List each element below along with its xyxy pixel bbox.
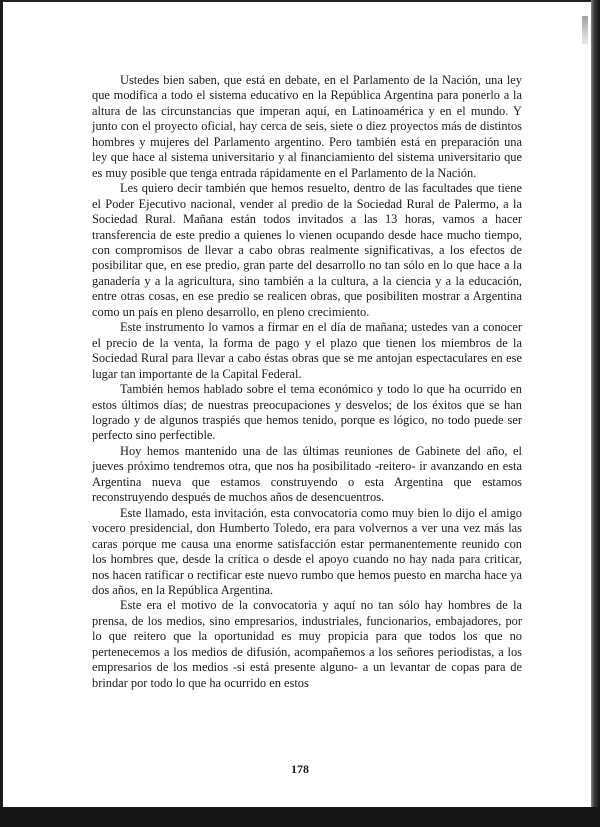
paragraph: También hemos hablado sobre el tema económico y todo lo que ha ocurrido en estos últimos días; de nuestras preocupaciones y desvelos; de los éxitos que se han logrado y de algunos traspiés que hemos tenido, porque es lógico, no todo puede ser perfecto sino perfectible.	[92, 382, 522, 443]
scan-edge-bottom	[0, 807, 600, 827]
paragraph: Este era el motivo de la convocatoria y aquí no tan sólo hay hombres de la prensa, de los medios, sino empresarios, industriales, funcionarios, embajadores, por lo que reitero que la oportunidad es muy propicia para que todos los que no pertenecemos a los medios de difusión, acompañemos a los señores periodistas, a los empresarios de los medios -si está presente alguno- a un levantar de copas para de brindar por todo lo que ha ocurrido en estos	[92, 598, 522, 690]
page-number: 178	[291, 762, 309, 776]
paragraph: Hoy hemos mantenido una de las últimas reuniones de Gabinete del año, el jueves próximo tendremos otra, que nos ha posibilitado -reitero- ir avanzando en esta Argentina nueva que estamos construyendo o esta Argentina que estamos reconstruyendo después de muchos años de desencuentros.	[92, 443, 522, 505]
paragraph: Les quiero decir también que hemos resuelto, dentro de las facultades que tiene el Poder Ejecutivo nacional, vender al predio de la Sociedad Rural de Palermo, a la Sociedad Rural. Mañana están todos invitados a las 13 horas, vamos a hacer transferencia de este predio a quienes lo vienen ocupando desde hace mucho tiempo, con compromisos de llevar a cabo obras realmente significativas, a los efectos de posibilitar que, en ese predio, gran parte del desarrollo no tan sólo en lo que hace a la ganadería y a la agricultura, sino también a la cultura, a la ciencia y a la educación, entre otras cosas, en ese predio se realicen obras, que posibiliten mostrar a Argentina como un país en pleno desarrollo, en pleno crecimiento.	[92, 181, 522, 319]
scan-edge-right	[591, 0, 600, 827]
paragraph: Este instrumento lo vamos a firmar en el día de mañana; ustedes van a conocer el precio de la venta, la forma de pago y el plazo que tienen los miembros de la Sociedad Rural para llevar a cabo éstas obras que se me antojan espectaculares en ese lugar tan importante de la Capital Federal.	[92, 320, 522, 381]
document-body	[92, 73, 522, 691]
paragraph: Ustedes bien saben, que está en debate, en el Parlamento de la Nación, una ley que modifica a todo el sistema educativo en la República Argentina para ponerlo a la altura de las circunstancias que imperan aquí, en Latinoamérica y en el mundo. Y junto con el proyecto oficial, hay cerca de seis, siete o diez proyectos más de distintos hombres y mujeres del Parlamento argentino. Pero también está en preparación una ley que hace al sistema universitario y al financiamiento del sistema universitario que es muy posible que tenga entrada rápidamente en el Parlamento de la Nación.	[92, 73, 522, 180]
scan-edge-left	[0, 0, 3, 827]
scan-edge-top	[0, 0, 600, 2]
scan-artifact-mark	[582, 16, 588, 44]
paragraph: Este llamado, esta invitación, esta convocatoria como muy bien lo dijo el amigo vocero presidencial, don Humberto Toledo, era para volvernos a ver una vez más las caras porque me causa una enorme satisfacción estar permanentemente reunido con los hombres que, desde la crítica o desde el apoyo cuando no hay nada para criticar, nos hacen ratificar o rectificar este nuevo rumbo que hemos puesto en marcha hace ya dos años, en la República Argentina.	[92, 505, 522, 597]
